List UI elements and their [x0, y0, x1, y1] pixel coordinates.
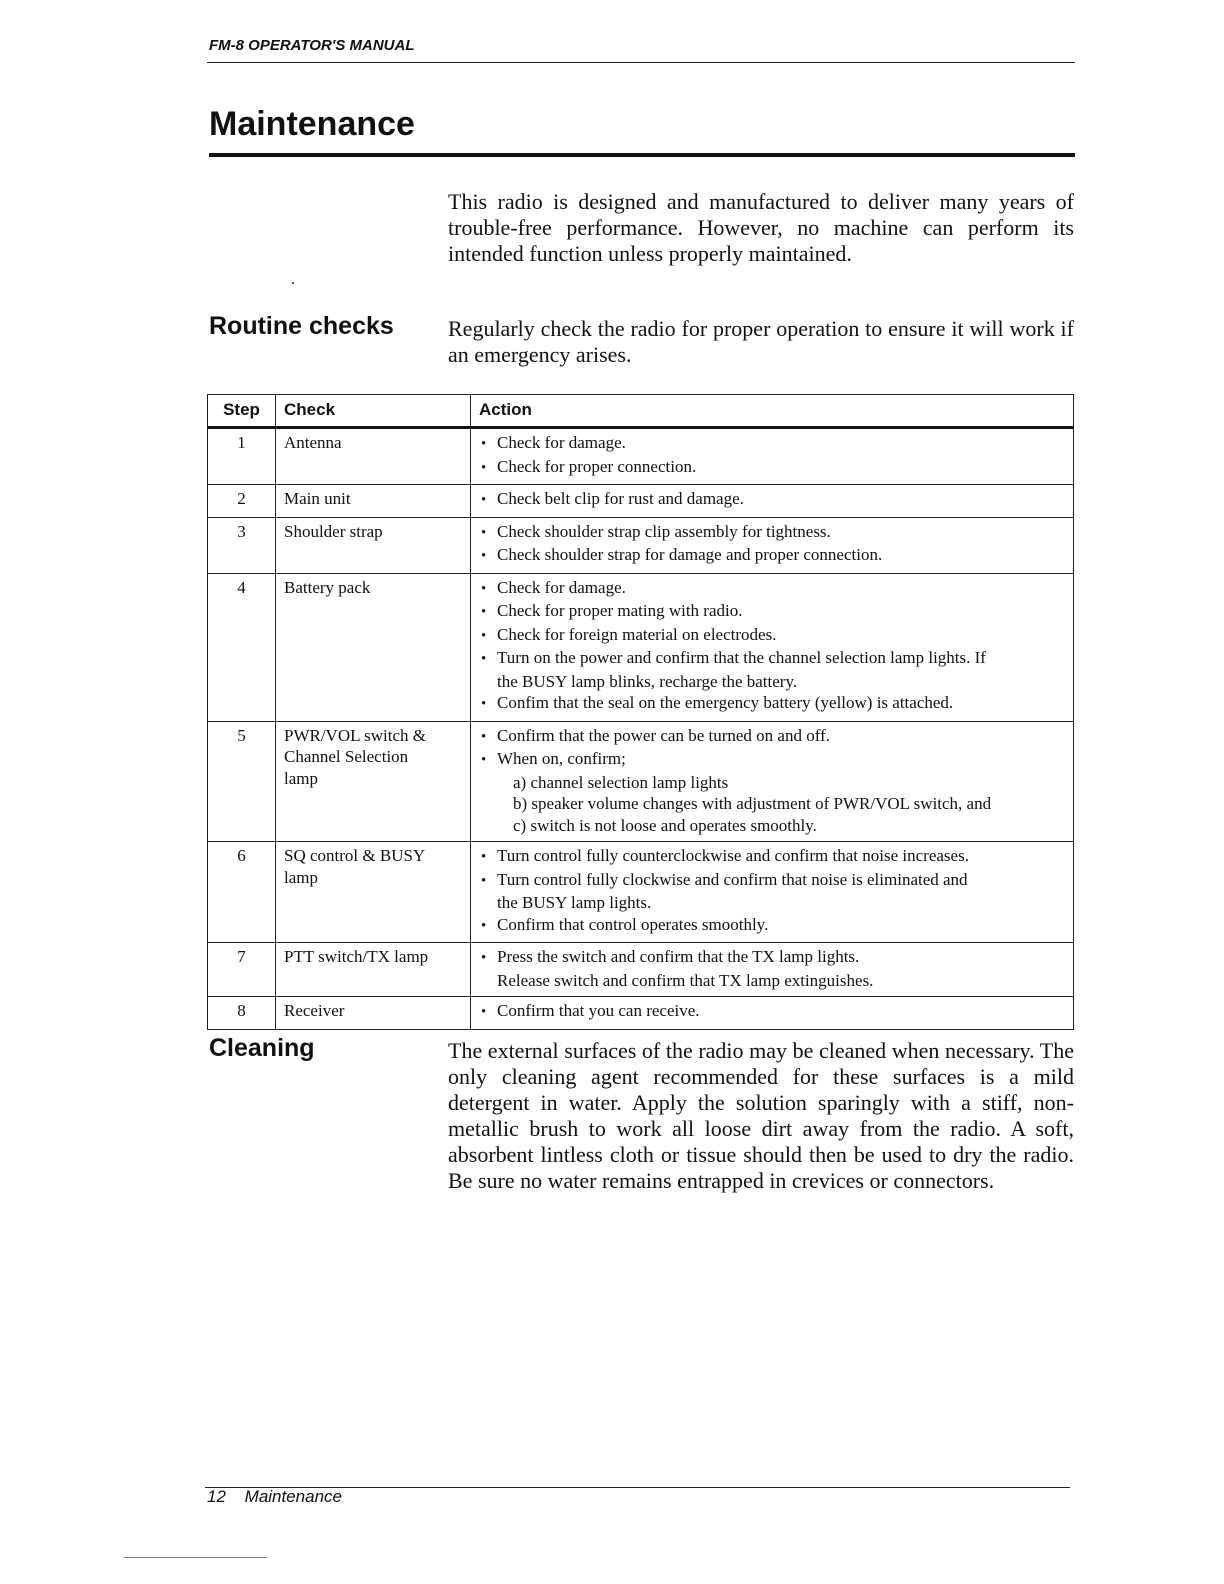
action-cell [471, 943, 1074, 997]
check-line: Receiver [284, 1001, 345, 1020]
check-cell [276, 997, 471, 1030]
step-cell: 5 [208, 721, 276, 842]
routine-checks-table [207, 394, 1074, 1030]
action-bullet: • Check shoulder strap for damage and proper connection. [481, 544, 1065, 568]
table-row [208, 485, 1074, 518]
column-header-step: Step [208, 395, 276, 428]
action-bullet: • Check for damage. [481, 432, 1065, 456]
action-bullet: • Confirm that control operates smoothly. [481, 914, 1065, 938]
check-cell [276, 428, 471, 485]
table-body [208, 428, 1074, 1030]
action-bullet: • Check for damage. [481, 577, 1065, 601]
column-header-check: Check [276, 395, 471, 428]
action-bullet: • Check for proper connection. [481, 456, 1065, 480]
cleaning-heading: Cleaning [209, 1034, 315, 1062]
cleaning-paragraph: The external surfaces of the radio may be cleaned when necessary. The only cleaning agent recommended for these surfaces is a mild detergent in water. Apply the solution sparingly with a stiff, non-metallic brush to work all loose dirt away from the radio. A soft, absorbent lintless cloth or tissue should then be used to dry the radio. Be sure no water remains entrapped in crevices or connectors. [448, 1038, 1074, 1193]
step-cell: 6 [208, 842, 276, 943]
check-line: SQ control & BUSY [284, 846, 426, 865]
action-cell [471, 997, 1074, 1030]
table-row [208, 943, 1074, 997]
scan-speck [292, 282, 294, 284]
check-line: lamp [284, 867, 318, 887]
check-cell [276, 573, 471, 721]
footer-section: Maintenance [244, 1487, 342, 1506]
table-row [208, 997, 1074, 1030]
intro-paragraph: This radio is designed and manufactured to deliver many years of trouble-free performance. However, no machine can perform its intended function unless properly maintained. [448, 189, 1074, 266]
action-bullet: • Check for foreign material on electrodes. [481, 624, 1065, 648]
scan-artifact-line [124, 1557, 267, 1558]
action-bullet: • Check shoulder strap clip assembly for tightness. [481, 521, 1065, 545]
step-cell: 2 [208, 485, 276, 518]
check-line: Shoulder strap [284, 521, 383, 541]
table-row [208, 428, 1074, 485]
table-row [208, 517, 1074, 573]
header-rule [207, 62, 1075, 63]
action-bullet: • Confirm that you can receive. [481, 1000, 1065, 1024]
step-cell: 8 [208, 997, 276, 1030]
action-line: the BUSY lamp lights. [497, 893, 652, 912]
step-cell: 4 [208, 573, 276, 721]
action-cell [471, 428, 1074, 485]
action-bullet: • Turn control fully counterclockwise and confirm that noise increases. [481, 845, 1065, 869]
action-bullet: • Check for proper mating with radio. [481, 600, 1065, 624]
action-bullet: • When on, confirm; [481, 748, 1065, 772]
check-line: Antenna [284, 433, 342, 452]
routine-checks-paragraph: Regularly check the radio for proper operation to ensure it will work if an emergency arises. [448, 316, 1074, 367]
table-row [208, 842, 1074, 943]
check-line: Battery pack [284, 577, 371, 597]
running-header: FM-8 OPERATOR'S MANUAL [209, 37, 415, 54]
table-row [208, 573, 1074, 721]
check-line: PWR/VOL switch & [284, 725, 426, 745]
routine-checks-heading: Routine checks [209, 312, 394, 340]
action-bullet: • Press the switch and confirm that the TX lamp lights. [481, 946, 1065, 970]
action-bullet: • Turn on the power and confirm that the channel selection lamp lights. If [481, 647, 1065, 671]
action-line: c) switch is not loose and operates smoothly. [513, 815, 817, 835]
action-bullet: • Confim that the seal on the emergency battery (yellow) is attached. [481, 692, 1065, 716]
step-cell: 1 [208, 428, 276, 485]
table-header-row [208, 395, 1074, 428]
action-bullet: • Confirm that the power can be turned on and off. [481, 725, 1065, 749]
page-title: Maintenance [209, 105, 415, 143]
action-bullet: • Turn control fully clockwise and confirm that noise is eliminated and [481, 869, 1065, 893]
action-line: Release switch and confirm that TX lamp extinguishes. [497, 970, 874, 990]
step-cell: 7 [208, 943, 276, 997]
action-line: a) channel selection lamp lights [513, 772, 729, 792]
action-cell [471, 842, 1074, 943]
check-cell [276, 517, 471, 573]
action-cell [471, 573, 1074, 721]
check-line: lamp [284, 768, 318, 788]
check-line: Channel Selection [284, 747, 409, 766]
check-line: Main unit [284, 489, 351, 508]
action-line: the BUSY lamp blinks, recharge the battery. [497, 671, 798, 691]
check-cell [276, 842, 471, 943]
action-cell [471, 485, 1074, 518]
check-cell [276, 485, 471, 518]
action-bullet: • Check belt clip for rust and damage. [481, 488, 1065, 512]
action-line: b) speaker volume changes with adjustment of PWR/VOL switch, and [513, 794, 992, 813]
action-cell [471, 721, 1074, 842]
page-number: 12 [207, 1487, 226, 1506]
page-footer [207, 1487, 342, 1507]
column-header-action: Action [471, 395, 1074, 428]
action-cell [471, 517, 1074, 573]
check-line: PTT switch/TX lamp [284, 947, 429, 966]
step-cell: 3 [208, 517, 276, 573]
check-cell [276, 721, 471, 842]
table-row [208, 721, 1074, 842]
check-cell [276, 943, 471, 997]
title-rule [209, 153, 1075, 157]
